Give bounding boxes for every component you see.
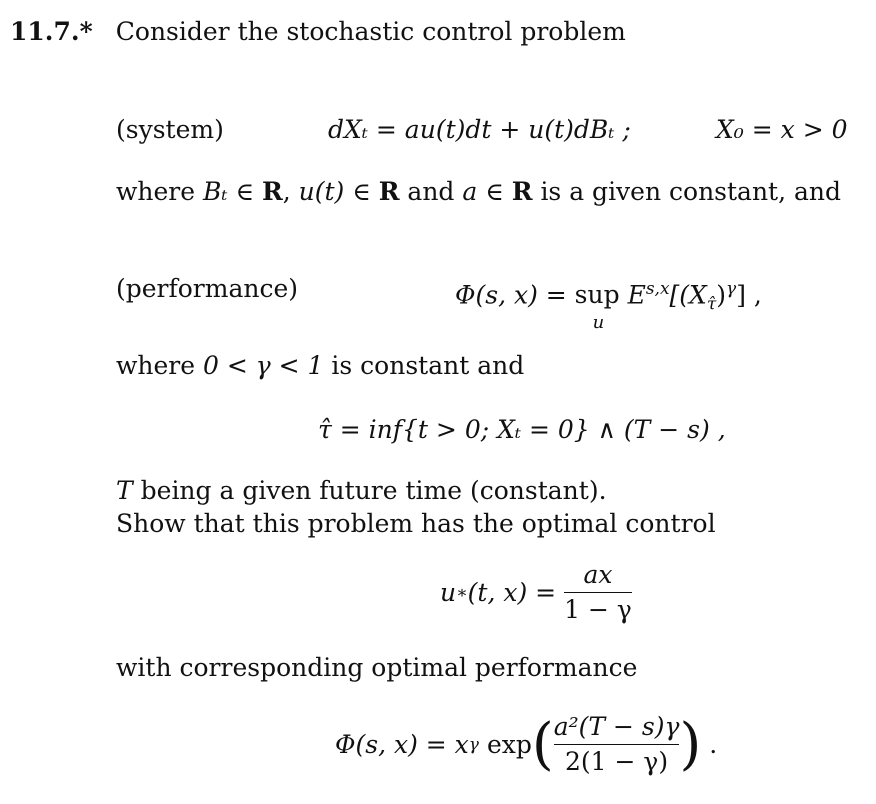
performance-rhs-sub: τ̂ — [706, 294, 717, 315]
where2-p1: where — [116, 351, 196, 380]
optimal-performance-end: . — [709, 729, 718, 759]
where2-m1: 0 < γ < 1 — [203, 351, 324, 380]
with-line: with corresponding optimal performance — [116, 653, 638, 682]
where1-R1: R — [261, 177, 283, 206]
optimal-performance-equation — [335, 712, 717, 777]
optimal-performance-lparen: ( — [531, 711, 554, 777]
where2-p2: is constant and — [331, 351, 525, 380]
where1-p4: is a given constant, and — [540, 177, 842, 206]
system-initial-condition: X₀ = x > 0 — [716, 115, 848, 144]
system-label: (system) — [116, 115, 224, 144]
optimal-performance-exp: exp — [486, 729, 532, 759]
performance-expectation: E — [627, 280, 646, 310]
where1-R2: R — [378, 177, 400, 206]
where1-p2: , — [282, 177, 291, 206]
performance-sup-subscript: u — [592, 312, 605, 334]
where1-R3: R — [511, 177, 533, 206]
optimal-performance-fraction — [554, 712, 680, 777]
where1-m1: Bₜ ∈ — [203, 177, 262, 206]
exercise-number: 11.7.* — [10, 17, 93, 46]
optimal-performance-rparen: ) — [679, 711, 702, 777]
where-line-1 — [116, 177, 841, 207]
performance-rhs-close: ) — [716, 280, 727, 310]
optimal-control-args: (t, x) = — [467, 577, 557, 607]
tau-equation: τ̂ = inf{t > 0; Xₜ = 0} ∧ (T − s) , — [318, 415, 726, 444]
where1-p1: where — [116, 177, 196, 206]
performance-sup: sup — [574, 280, 620, 310]
T-line-text: being a given future time (constant). — [140, 476, 607, 505]
where1-m3: a ∈ — [462, 177, 512, 206]
optimal-control-equation — [440, 560, 632, 625]
exercise-header — [10, 17, 626, 47]
where1-m2: u(t) ∈ — [298, 177, 379, 206]
performance-rhs: [(X — [669, 280, 707, 310]
optimal-performance-lhs-sup: γ — [468, 734, 479, 755]
fraction-bar — [564, 592, 632, 593]
where-line-2 — [116, 351, 524, 381]
performance-end: ] , — [736, 280, 762, 310]
optimal-performance-lhs: Φ(s, x) = x — [335, 729, 469, 759]
performance-equation — [455, 274, 762, 334]
performance-sup-operator — [574, 280, 620, 334]
where1-p3: and — [407, 177, 455, 206]
performance-expectation-sup: s,x — [645, 279, 670, 299]
performance-label: (performance) — [116, 274, 299, 303]
fraction-bar — [554, 744, 680, 745]
system-equation: dXₜ = au(t)dt + u(t)dBₜ ; — [328, 115, 631, 144]
optimal-control-denominator: 1 − γ — [564, 595, 632, 624]
optimal-control-numerator: ax — [583, 560, 613, 589]
optimal-control-lhs-sup: ∗ — [456, 582, 468, 603]
exercise-intro: Consider the stochastic control problem — [115, 17, 626, 46]
optimal-control-fraction — [564, 560, 632, 625]
show-line: Show that this problem has the optimal control — [116, 509, 716, 538]
optimal-control-lhs: u — [440, 577, 457, 607]
optimal-performance-denominator: 2(1 − γ) — [565, 747, 669, 776]
T-line — [116, 476, 607, 506]
performance-lhs: Φ(s, x) = — [455, 280, 567, 310]
performance-gamma-sup: γ — [726, 279, 737, 299]
T-symbol: T — [116, 476, 133, 505]
optimal-performance-numerator: a²(T − s)γ — [553, 712, 680, 741]
